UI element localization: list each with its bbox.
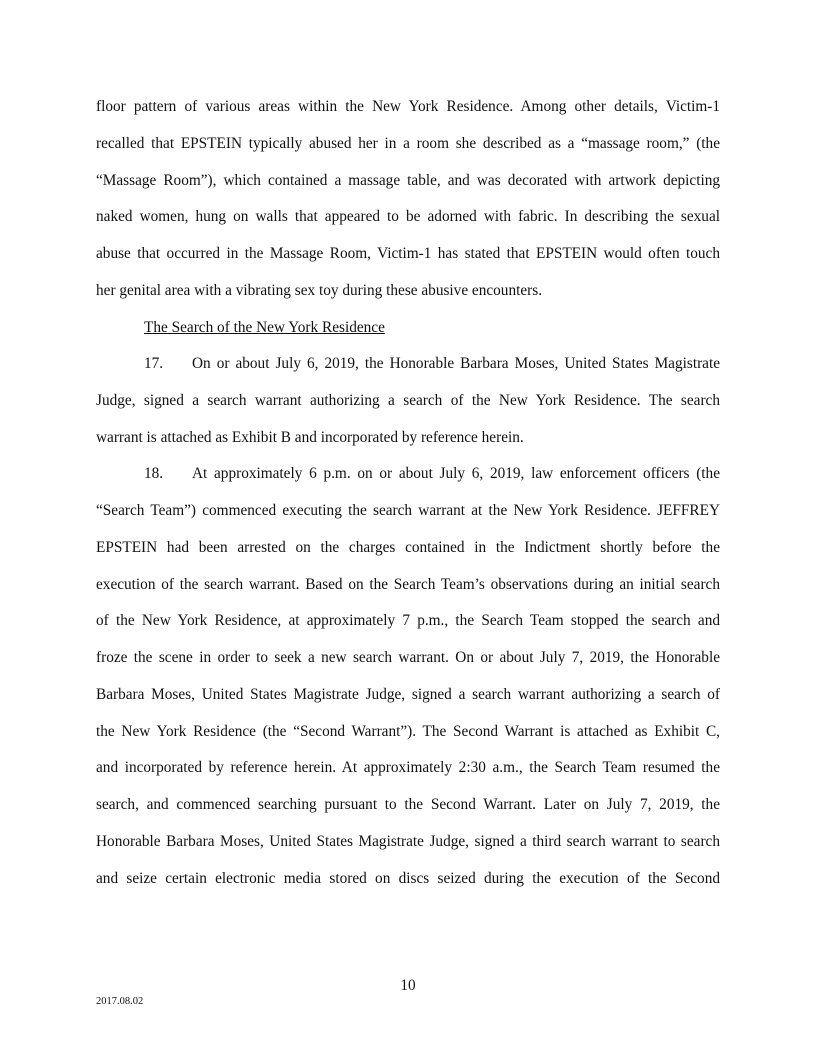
body-line: the New York Residence (the “Second Warrant”). The Second Warrant is attached as Exhibit C,	[96, 723, 720, 740]
body-line: recalled that EPSTEIN typically abused her in a room she described as a “massage room,” (the	[96, 135, 720, 152]
body-line: Judge, signed a search warrant authorizing a search of the New York Residence. The search	[96, 392, 720, 409]
paragraph-17-first-line	[144, 354, 720, 374]
body-line: froze the scene in order to seek a new search warrant. On or about July 7, 2019, the Honorable	[96, 649, 720, 666]
body-line: and seize certain electronic media stored on discs seized during the execution of the Second	[96, 870, 720, 887]
body-line: naked women, hung on walls that appeared to be adorned with fabric. In describing the sexual	[96, 208, 720, 225]
body-line: Barbara Moses, United States Magistrate Judge, signed a search warrant authorizing a search of	[96, 686, 720, 703]
document-id: 2017.08.02	[96, 996, 144, 1007]
body-text: On or about July 6, 2019, the Honorable Barbara Moses, United States Magistrate	[192, 355, 720, 372]
paragraph-number: 18.	[144, 465, 164, 482]
body-text: At approximately 6 p.m. on or about July 6, 2019, law enforcement officers (the	[192, 465, 720, 482]
body-line: floor pattern of various areas within the New York Residence. Among other details, Victim-1	[96, 98, 720, 115]
body-line: execution of the search warrant. Based on the Search Team’s observations during an initial search	[96, 576, 720, 593]
body-line: her genital area with a vibrating sex toy during these abusive encounters.	[96, 282, 543, 299]
body-line: warrant is attached as Exhibit B and incorporated by reference herein.	[96, 429, 524, 446]
body-line: Honorable Barbara Moses, United States Magistrate Judge, signed a third search warrant to search	[96, 833, 720, 850]
body-line: EPSTEIN had been arrested on the charges contained in the Indictment shortly before the	[96, 539, 720, 556]
page-number: 10	[400, 977, 416, 994]
body-line: and incorporated by reference herein. At approximately 2:30 a.m., the Search Team resumed the	[96, 759, 720, 776]
body-line: “Massage Room”), which contained a massage table, and was decorated with artwork depicting	[96, 172, 720, 189]
body-line: “Search Team”) commenced executing the search warrant at the New York Residence. JEFFREY	[96, 502, 720, 519]
paragraph-number: 17.	[144, 355, 164, 372]
paragraph-18-first-line	[144, 464, 720, 484]
body-line: abuse that occurred in the Massage Room, Victim-1 has stated that EPSTEIN would often touch	[96, 245, 720, 262]
section-heading: The Search of the New York Residence	[144, 319, 385, 336]
body-line: of the New York Residence, at approximately 7 p.m., the Search Team stopped the search and	[96, 612, 720, 629]
body-line: search, and commenced searching pursuant to the Second Warrant. Later on July 7, 2019, the	[96, 796, 720, 813]
